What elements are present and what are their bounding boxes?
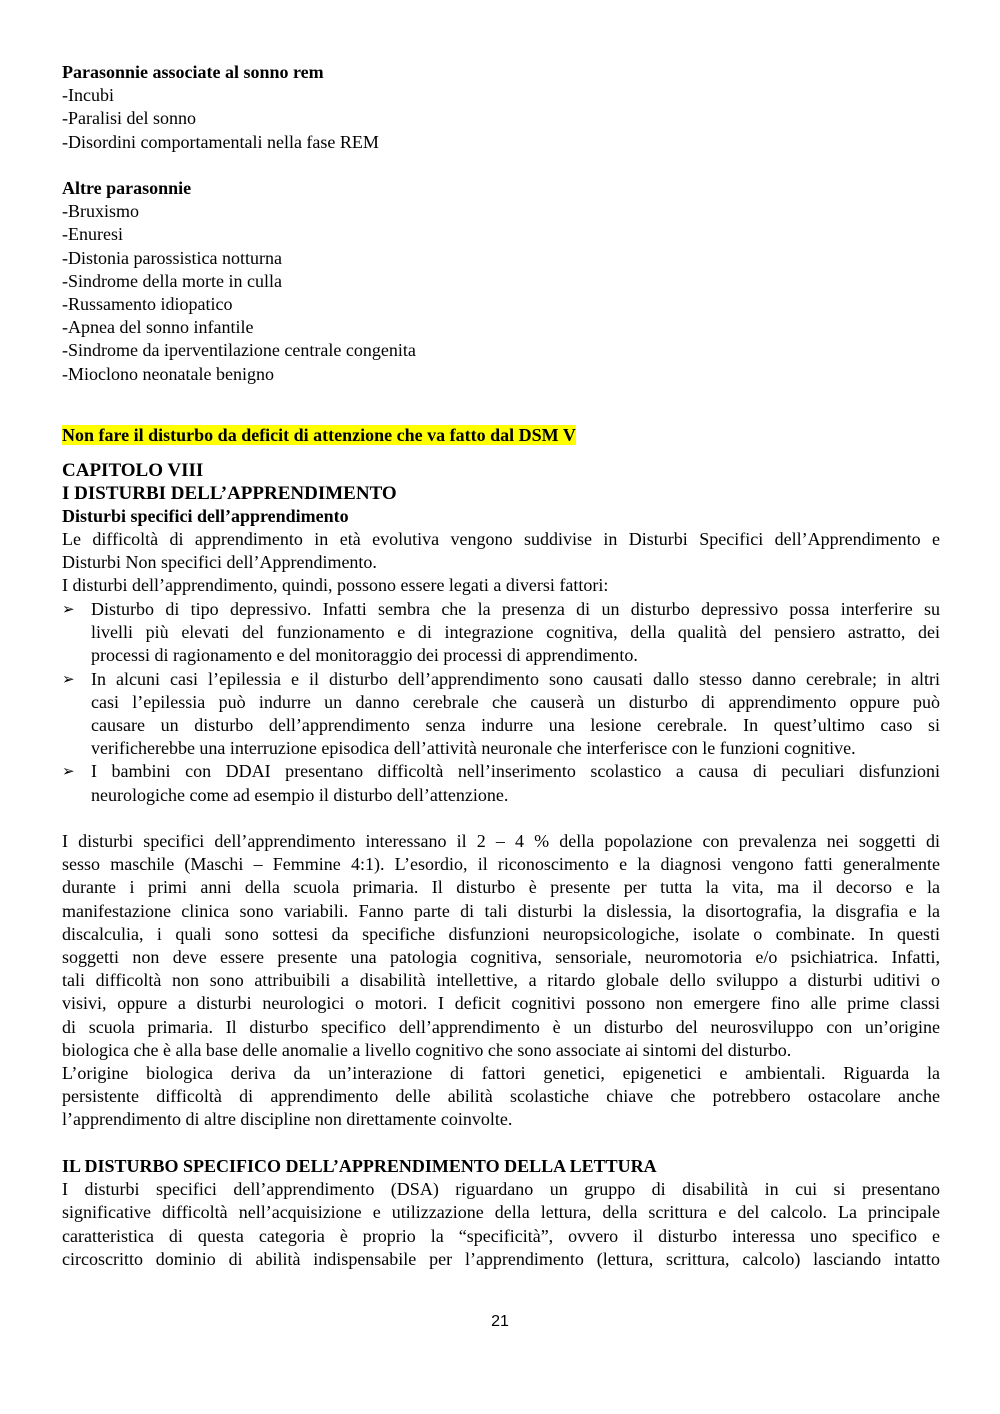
list-item: -Paralisi del sonno (62, 108, 196, 129)
text-line: livelli più elevati del funzionamento e di integrazione cognitiva, della qualità del pensiero astratto, dei (91, 622, 940, 643)
chapter-subtitle: Disturbi specifici dell’apprendimento (62, 506, 349, 527)
text-line: verificherebbe una interruzione episodica dell’attività neuronale che interferisce con le funzioni cognitive. (91, 738, 856, 759)
text-line: neurologiche come ad esempio il disturbo dell’attenzione. (91, 784, 509, 805)
reading-disorder-section (62, 1155, 940, 1271)
text-line: persistente difficoltà di apprendimento delle abilità scolastiche chiave che potrebbero ostacolare anche (62, 1086, 940, 1107)
list-item: -Disordini comportamentali nella fase REM (62, 131, 379, 152)
text-line: significative difficoltà nell’acquisizione e utilizzazione della lettura, della scrittura e del calcolo. La principale (62, 1202, 940, 1223)
text-line: sesso maschile (Maschi – Femmine 4:1). L’esordio, il riconoscimento e la diagnosi vengono fatti generalmente (62, 854, 940, 875)
list-item: -Mioclono neonatale benigno (62, 363, 274, 384)
text-line: I disturbi specifici dell’apprendimento interessano il 2 – 4 % della popolazione con prevalenza nei soggetti di (62, 831, 940, 851)
intro-paragraph (62, 528, 940, 598)
list-item: -Enuresi (62, 224, 123, 245)
text-line: manifestazione clinica sono variabili. Fanno parte di tali disturbi la dislessia, la disortografia, la disgrafia e la (62, 900, 940, 921)
arrow-bullet-icon: ➢ (62, 600, 75, 618)
rem-parasomnia-section (62, 61, 940, 154)
text-line: di scuola primaria. Il disturbo specifico dell’apprendimento è un disturbo del neurosviluppo con un’origine (62, 1016, 940, 1037)
list-item (62, 598, 940, 668)
text-line: In alcuni casi l’epilessia e il disturbo dell’apprendimento sono causati dallo stesso danno cerebrale; in altri (91, 668, 940, 689)
text-line: caratteristica di questa categoria è proprio la “specificità”, ovvero il disturbo interessa uno specifico e (62, 1225, 940, 1246)
list-item: -Bruxismo (62, 201, 140, 222)
highlighted-note (62, 424, 940, 447)
text-line: biologica che è alla base delle anomalie a livello cognitivo che sono associate ai sintomi del disturbo. (62, 1039, 792, 1060)
text-line: processi di ragionamento e del monitoraggio dei processi di apprendimento. (91, 645, 638, 666)
text-line: tali difficoltà non sono attribuibili a disabilità intellettive, a ritardo globale dello sviluppo a disturbi uditivi o (62, 970, 940, 991)
text-line: soggetti non deve essere presente una patologia cognitiva, sensoriale, neuromotoria e/o psichiatrica. Infatti, (62, 947, 940, 968)
page-number: 21 (491, 1313, 509, 1330)
text-line: Disturbi Non specifici dell’Apprendimento. (62, 552, 377, 573)
chapter-title: I DISTURBI DELL’APPRENDIMENTO (62, 483, 397, 505)
list-item: -Sindrome della morte in culla (62, 270, 282, 291)
section-heading: IL DISTURBO SPECIFICO DELL’APPRENDIMENTO DELLA LETTURA (62, 1156, 657, 1176)
arrow-bullet-icon: ➢ (62, 669, 75, 688)
chapter-number: CAPITOLO VIII (62, 460, 204, 481)
text-line: visivi, oppure a disturbi neurologici o motori. I deficit cognitivi possono non emergere fino alle prime classi (62, 993, 940, 1014)
text-line: l’apprendimento di altre discipline non direttamente coinvolte. (62, 1109, 513, 1130)
chapter-heading (62, 459, 940, 529)
list-item (62, 668, 940, 761)
list-item: -Incubi (62, 85, 114, 106)
list-item: -Sindrome da iperventilazione centrale congenita (62, 340, 416, 361)
text-line: Le difficoltà di apprendimento in età evolutiva vengono suddivise in Disturbi Specifici dell’Apprendimento e (62, 529, 940, 549)
list-item (62, 760, 940, 806)
text-line: discalculia, i quali sono sottesi da specifiche disfunzioni neuropsicologiche, isolate o combinate. In questi (62, 923, 940, 944)
other-parasomnia-section (62, 177, 940, 386)
list-item: -Distonia parossistica notturna (62, 247, 282, 268)
text-line: durante i primi anni della scuola primaria. Il disturbo è presente per tutta la vita, ma il decorso e la (62, 877, 940, 898)
list-item: -Apnea del sonno infantile (62, 317, 254, 338)
note-text: Non fare il disturbo da deficit di attenzione che va fatto dal DSM V (62, 425, 576, 445)
other-heading: Altre parasonnie (62, 178, 192, 198)
rem-heading: Parasonnie associate al sonno rem (62, 62, 324, 82)
text-line: Disturbo di tipo depressivo. Infatti sembra che la presenza di un disturbo depressivo possa interferire su (91, 599, 940, 619)
prevalence-paragraph (62, 830, 940, 1132)
text-line: I bambini con DDAI presentano difficoltà nell’inserimento scolastico a causa di peculiari disfunzioni (91, 761, 940, 782)
text-line: casi l’epilessia può indurre un danno cerebrale che causerà un disturbo di apprendimento oppure può (91, 691, 940, 712)
text-line: I disturbi dell’apprendimento, quindi, possono essere legati a diversi fattori: (62, 575, 609, 596)
text-line: L’origine biologica deriva da un’interazione di fattori genetici, epigenetici e ambientali. Riguarda la (62, 1063, 940, 1084)
text-line: causare un disturbo dell’apprendimento senza indurre una lesione cerebrale. In quest’ultimo caso si (91, 715, 940, 736)
list-item: -Russamento idiopatico (62, 294, 233, 315)
text-line: I disturbi specifici dell’apprendimento (DSA) riguardano un gruppo di disabilità in cui si presentano (62, 1179, 940, 1200)
factor-list (62, 598, 940, 807)
arrow-bullet-icon: ➢ (62, 762, 75, 781)
text-line: circoscritto dominio di abilità indispensabile per l’apprendimento (lettura, scrittura, calcolo) lasciando intatto (62, 1248, 940, 1269)
